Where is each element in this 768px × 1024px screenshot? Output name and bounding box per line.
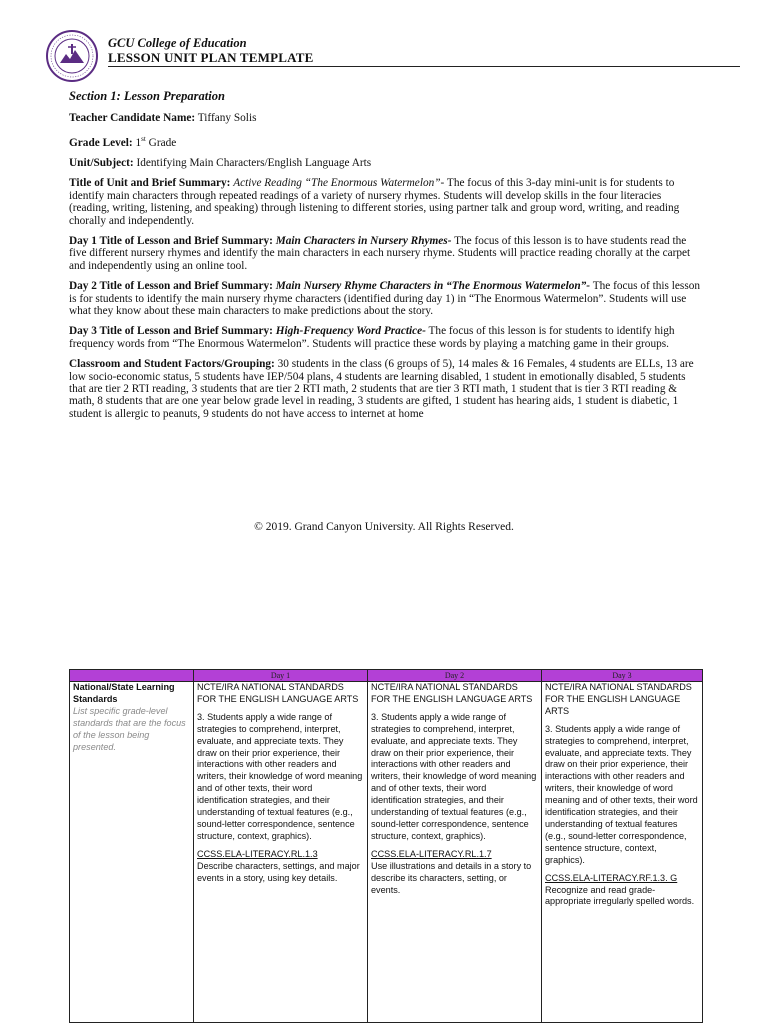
table-header-row <box>70 670 703 682</box>
classroom-factors <box>69 358 701 420</box>
unit-title: Active Reading “The Enormous Watermelon”- <box>233 177 445 190</box>
day1-label: Day 1 Title of Lesson and Brief Summary: <box>69 235 273 248</box>
day2-std-body: 3. Students apply a wide range of strategies to comprehend, interpret, evaluate, and appreciate texts. They draw on their prior experience, their interactions with other readers and writers, their knowledge of word meaning and of other texts, their word identification strategies, and their understanding of textual features (e.g., sound-letter correspondence, sentence structure, context, graphics). <box>371 711 537 841</box>
day3-label: Day 3 Title of Lesson and Brief Summary: <box>69 325 273 338</box>
header-day1: Day 1 <box>194 670 368 682</box>
grade-value-num: 1 <box>135 136 142 149</box>
day1-ccss-link[interactable]: CCSS.ELA-LITERACY.RL.1.3 <box>197 848 318 859</box>
grade-value-word: Grade <box>148 136 177 149</box>
day3-std-body: 3. Students apply a wide range of strategies to comprehend, interpret, evaluate, and appreciate texts. They draw on their prior experience, their interactions with other readers and writers, their knowledge of word meaning and of other texts, their word identification strategies, and their understanding of textual features (e.g., sound-letter correspondence, sentence structure, context, graphics). <box>545 723 698 865</box>
factors-text: 30 students in the class (6 groups of 5), 14 males & 16 Females, 4 students are ELLs, 13 are low socio-economic status, 5 students have IEP/504 plans, 4 students are learning disabled, 1 student in emotionally disabled, 5 students that are tier 2 RTI reading, 3 students that are tier 2 RTI math, 2 students that are tier 3 RTI math, 1 student that is tier 3 RTI reading & math, 8 students that are one year below grade level in reading, 3 students are gifted, 1 student has hearing aids, 1 student is diabetic, 1 student is allergic to peanuts, 9 students do not have access to internet at home <box>69 358 694 420</box>
section-heading: Section 1: Lesson Preparation <box>69 89 225 103</box>
unit-subject <box>69 157 701 169</box>
day2-ccss-desc: Use illustrations and details in a story to describe its characters, setting, or events. <box>371 860 532 895</box>
day3-text: The focus of this lesson is for students to identify high frequency words from “The Enormous Watermelon”. Students will practice these words by playing a matching game in their groups. <box>69 325 675 350</box>
row-label-hint: List specific grade-level standards that are the focus of the lesson being presented. <box>73 705 186 752</box>
lesson-plan-table <box>69 669 703 1023</box>
header-blank <box>70 670 194 682</box>
teacher-name <box>69 112 701 124</box>
day3-std-head: NCTE/IRA NATIONAL STANDARDS FOR THE ENGLISH LANGUAGE ARTS <box>545 682 692 716</box>
header-day2: Day 2 <box>368 670 542 682</box>
day2-summary <box>69 280 701 317</box>
day1-std-head: NCTE/IRA NATIONAL STANDARDS FOR THE ENGLISH LANGUAGE ARTS <box>197 682 359 704</box>
day3-title: High-Frequency Word Practice- <box>275 325 426 338</box>
day3-ccss-desc: Recognize and read grade-appropriate irregularly spelled words. <box>545 884 695 907</box>
day2-ccss-link[interactable]: CCSS.ELA-LITERACY.RL.1.7 <box>371 848 492 859</box>
unit-label: Unit/Subject: <box>69 156 134 169</box>
row-label-standards <box>70 682 194 1023</box>
header-day3: Day 3 <box>542 670 703 682</box>
row-label-title: National/State Learning Standards <box>73 682 175 704</box>
day1-summary <box>69 235 701 272</box>
document-header <box>42 28 702 84</box>
day2-std-head: NCTE/IRA NATIONAL STANDARDS FOR THE ENGLISH LANGUAGE ARTS <box>371 682 533 704</box>
day3-ccss-link[interactable]: CCSS.ELA-LITERACY.RF.1.3. G <box>545 872 678 883</box>
unit-value: Identifying Main Characters/English Language Arts <box>136 156 372 169</box>
unit-summary <box>69 177 701 227</box>
teacher-value: Tiffany Solis <box>197 112 257 125</box>
lesson-preparation-section <box>69 90 701 428</box>
header-rule <box>108 66 740 67</box>
unit-title-label: Title of Unit and Brief Summary: <box>69 177 231 190</box>
grade-value-sup: st <box>141 134 146 143</box>
day2-standards-cell[interactable] <box>368 682 542 1023</box>
day1-ccss-desc: Describe characters, settings, and major events in a story, using key details. <box>197 860 360 883</box>
day3-standards-cell[interactable] <box>542 682 703 1023</box>
day2-title: Main Nursery Rhyme Characters in “The Enormous Watermelon”- <box>275 280 591 293</box>
unit-summary-text: The focus of this 3-day mini-unit is for students to identify main characters through repeated readings of a variety of nursery rhymes. Students will develop skills in the four literacies (reading, writing, listening, and speaking) through listening to different stories, using partner talk and group word, writing, and reading chorally and independently. <box>69 177 680 227</box>
grade-label: Grade Level: <box>69 136 133 149</box>
teacher-label: Teacher Candidate Name: <box>69 112 196 125</box>
day3-summary <box>69 325 701 350</box>
table-row <box>70 682 703 1023</box>
college-name: GCU College of Education <box>108 36 247 50</box>
copyright-notice: © 2019. Grand Canyon University. All Rights Reserved. <box>254 521 514 533</box>
factors-label: Classroom and Student Factors/Grouping: <box>69 358 275 371</box>
day2-text: The focus of this lesson is for students to identify the main nursery rhyme characters (identified during day 1) in “The Enormous Watermelon”. Students will use what they know about these main characters to make predictions about the story. <box>69 280 701 318</box>
gcu-seal-logo <box>46 30 98 82</box>
grade-level <box>69 133 701 149</box>
day1-text: The focus of this lesson is to have students read the five different nursery rhymes and identify the main characters in each nursery rhyme. Students will practice reading chorally at the carpet and independently using an online tool. <box>69 235 691 272</box>
day2-label: Day 2 Title of Lesson and Brief Summary: <box>69 280 273 293</box>
template-title: LESSON UNIT PLAN TEMPLATE <box>108 50 314 65</box>
day1-title: Main Characters in Nursery Rhymes- <box>275 235 452 248</box>
day1-std-body: 3. Students apply a wide range of strategies to comprehend, interpret, evaluate, and appreciate texts. They draw on their prior experience, their interactions with other readers and writers, their knowledge of word meaning and of other texts, their word identification strategies, and their understanding of textual features (e.g., sound-letter correspondence, sentence structure, context, graphics). <box>197 711 363 841</box>
day1-standards-cell[interactable] <box>194 682 368 1023</box>
